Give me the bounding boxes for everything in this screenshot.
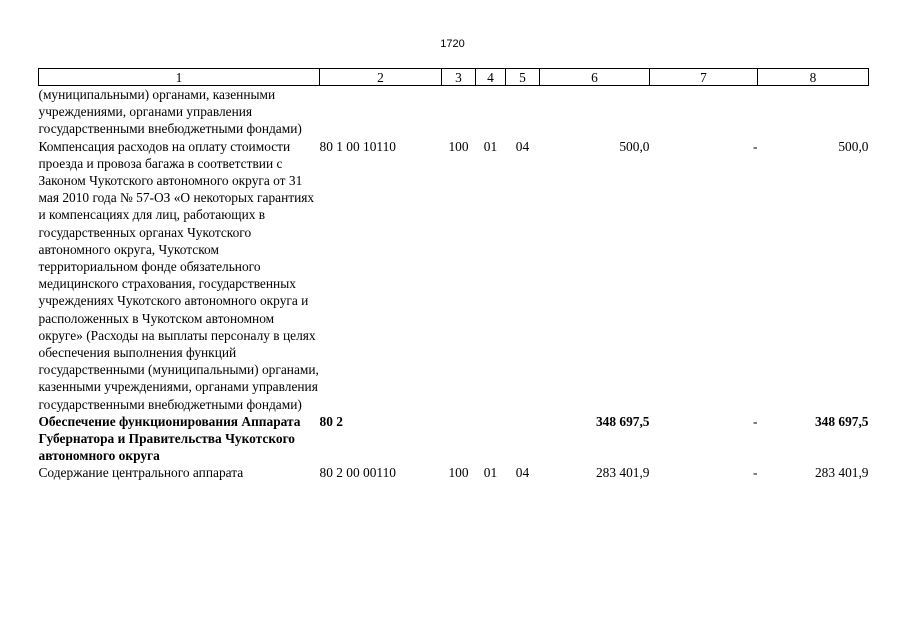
row-sum-7: - bbox=[753, 138, 758, 154]
row-sum-8: 500,0 bbox=[838, 138, 869, 154]
row-rz bbox=[476, 413, 506, 465]
table-row bbox=[39, 138, 869, 413]
column-header-5: 5 bbox=[506, 69, 540, 86]
row-vr: 100 bbox=[448, 465, 469, 481]
row-sum-8 bbox=[758, 86, 869, 138]
row-code bbox=[320, 86, 442, 138]
row-name: Содержание центрального аппарата bbox=[38, 465, 244, 481]
row-pr bbox=[506, 413, 540, 465]
budget-table bbox=[38, 68, 869, 482]
column-header-3: 3 bbox=[442, 69, 476, 86]
header-row bbox=[39, 69, 869, 86]
row-code: 80 1 00 10110 bbox=[319, 138, 396, 154]
row-sum-6 bbox=[540, 86, 650, 138]
row-name: (муниципальными) органами, казенными учреждениями, органами управления государственными внебюджетными фондами) bbox=[38, 87, 302, 137]
row-pr bbox=[506, 86, 540, 138]
row-rz: 01 bbox=[483, 465, 498, 481]
row-sum-8: 348 697,5 bbox=[814, 413, 869, 429]
column-header-2: 2 bbox=[320, 69, 442, 86]
row-vr: 100 bbox=[448, 138, 469, 154]
row-sum-7: - bbox=[753, 465, 758, 481]
column-header-7: 7 bbox=[650, 69, 758, 86]
row-sum-6: 348 697,5 bbox=[595, 413, 650, 429]
table-row bbox=[39, 413, 869, 465]
row-sum-7: - bbox=[753, 413, 758, 429]
row-name: Компенсация расходов на оплату стоимости проезда и провоза багажа в соответствии с Законом Чукотского автономного округа от 31 мая 2010 года № 57-ОЗ «О некоторых гарантиях и компенсациях для лиц, работающих в государственных органах Чукотского автономного округа, Чукотском территориальном фонде обязательного медицинского страхования, государственных учреждениях Чукотского автономного округа и расположенных в Чукотском автономном округе» (Расходы на выплаты персоналу в целях обеспечения выполнения функций государственными (муниципальными) органами, казенными учреждениями, органами управления государственными внебюджетными фондами) bbox=[38, 138, 319, 412]
column-header-4: 4 bbox=[476, 69, 506, 86]
row-rz bbox=[476, 86, 506, 138]
row-pr: 04 bbox=[515, 138, 530, 154]
row-rz: 01 bbox=[483, 138, 498, 154]
row-sum-6: 500,0 bbox=[619, 138, 650, 154]
row-sum-6: 283 401,9 bbox=[595, 465, 650, 481]
table-row bbox=[39, 464, 869, 481]
row-sum-8: 283 401,9 bbox=[814, 465, 869, 481]
row-code: 80 2 bbox=[319, 413, 343, 429]
row-pr: 04 bbox=[515, 465, 530, 481]
row-vr bbox=[442, 413, 476, 465]
row-code: 80 2 00 00110 bbox=[319, 465, 396, 481]
row-vr bbox=[442, 86, 476, 138]
row-name: Обеспечение функционирования Аппарата Губернатора и Правительства Чукотского автономного округа bbox=[38, 413, 301, 464]
row-sum-7 bbox=[650, 86, 758, 138]
column-header-1: 1 bbox=[39, 69, 320, 86]
column-header-6: 6 bbox=[540, 69, 650, 86]
column-header-8: 8 bbox=[758, 69, 869, 86]
page-number: 1720 bbox=[440, 38, 465, 50]
table-row bbox=[39, 86, 869, 138]
